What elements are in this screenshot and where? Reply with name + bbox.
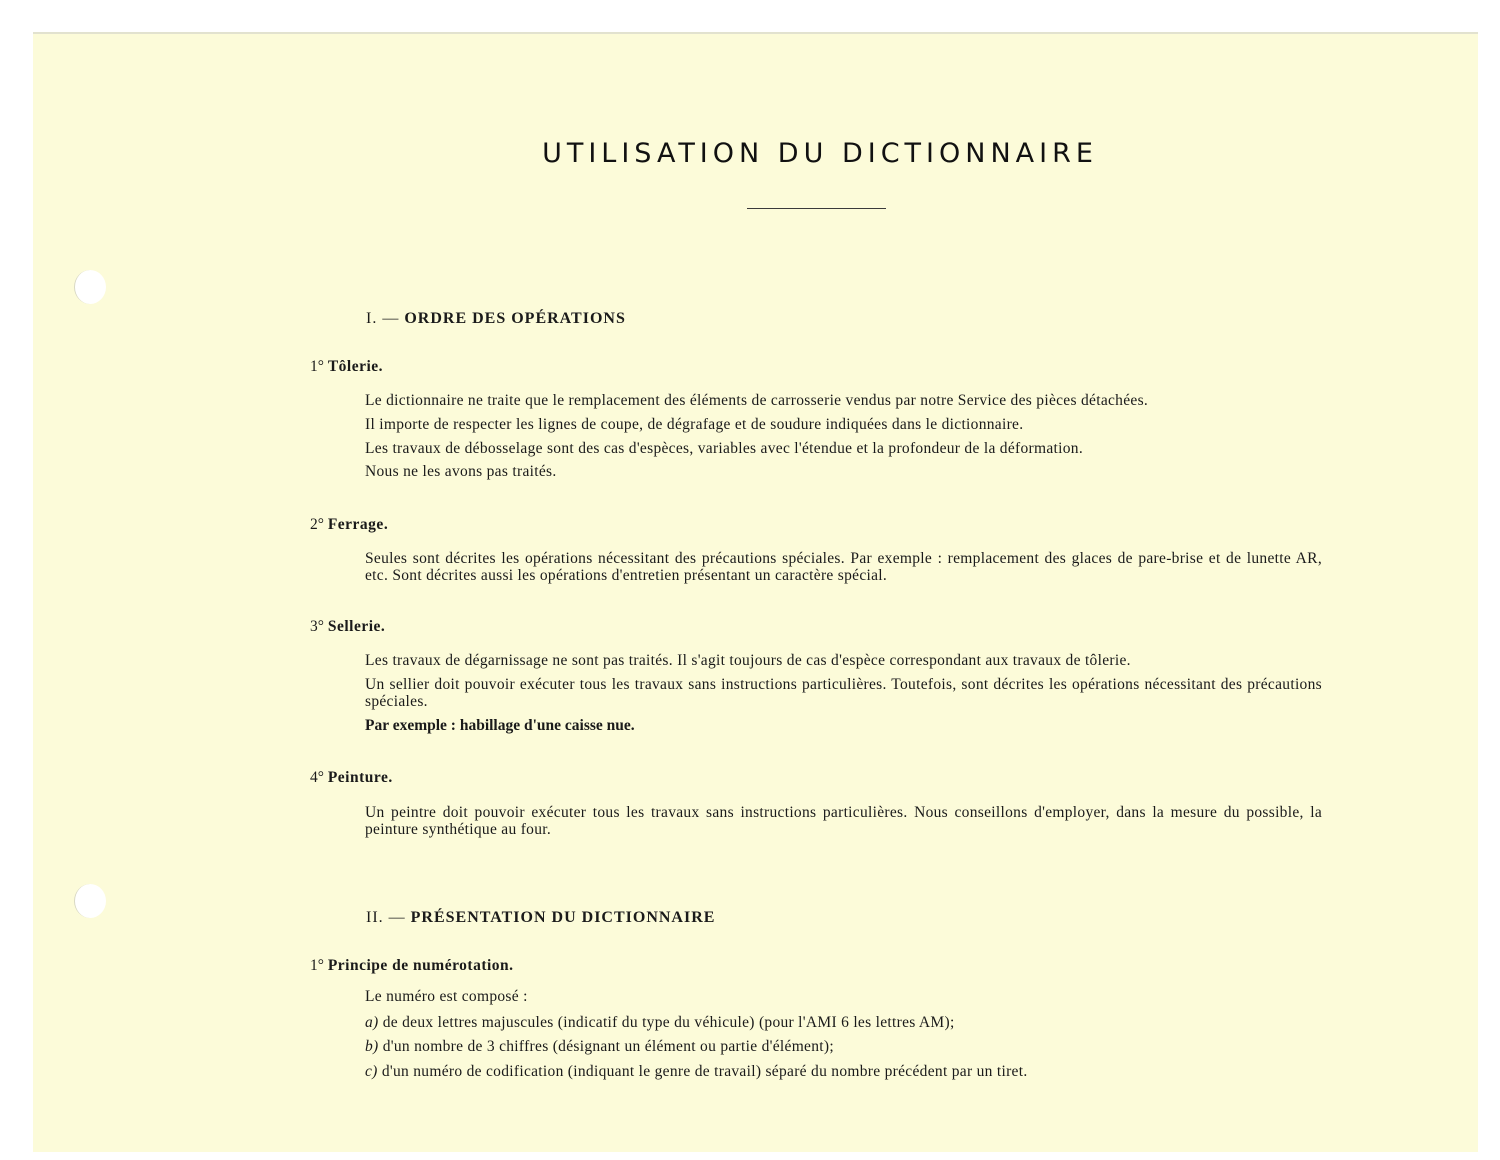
section-1-number: I. — [366, 310, 400, 327]
paragraph: Les travaux de dégarnissage ne sont pas traités. Il s'agit toujours de cas d'espèce correspondant aux travaux de tôlerie. [365, 652, 1131, 669]
list-marker: c) [365, 1063, 378, 1080]
paragraph: Il importe de respecter les lignes de coupe, de dégrafage et de soudure indiquées dans le dictionnaire. [365, 416, 1024, 433]
subsection-title: Peinture. [327, 769, 393, 786]
subsection-number: 2° [310, 516, 324, 533]
subsection-tolerie [310, 358, 383, 376]
list-text: d'un nombre de 3 chiffres (désignant un élément ou partie d'élément); [382, 1038, 834, 1055]
punch-hole-top [74, 270, 106, 304]
list-item [365, 1014, 1322, 1031]
subsection-title: Sellerie. [327, 618, 386, 635]
document-page [33, 32, 1478, 1152]
subsection-number: 3° [310, 618, 324, 635]
paragraph: Seules sont décrites les opérations nécessitant des précautions spéciales. Par exemple : remplacement des glaces de pare-brise et de lunette AR, etc. Sont décrites aussi les opérations d'entretien présentant un caractère spécial. [365, 550, 1322, 584]
subsection-number: 4° [310, 769, 324, 786]
paragraph: Un peintre doit pouvoir exécuter tous les travaux sans instructions particulières. Nous conseillons d'employer, dans la mesure du possible, la peinture synthétique au four. [365, 804, 1322, 838]
paragraph: Nous ne les avons pas traités. [365, 463, 557, 480]
subsection-sellerie [310, 618, 385, 636]
punch-hole-bottom [74, 884, 106, 918]
subsection-peinture [310, 769, 393, 787]
paragraph: Le dictionnaire ne traite que le remplacement des éléments de carrosserie vendus par notre Service des pièces détachées. [365, 392, 1149, 409]
section-1-heading [366, 310, 626, 328]
section-2-title: PRÉSENTATION DU DICTIONNAIRE [410, 909, 716, 926]
list-item [365, 1063, 1322, 1080]
subsection-number: 1° [310, 358, 324, 375]
paragraph: Un sellier doit pouvoir exécuter tous les travaux sans instructions particulières. Toutefois, sont décrites les opérations nécessitant des précautions spéciales. [365, 676, 1322, 710]
title-underline [747, 208, 886, 209]
list-text: de deux lettres majuscules (indicatif du type du véhicule) (pour l'AMI 6 les lettres AM); [382, 1014, 955, 1031]
section-2-number: II. — [366, 909, 406, 926]
subsection-title: Ferrage. [327, 516, 389, 533]
subsection-title: Tôlerie. [327, 358, 384, 375]
subsection-number: 1° [310, 957, 324, 974]
list-item [365, 1038, 1322, 1055]
paragraph-intro: Le numéro est composé : [365, 988, 528, 1005]
subsection-title: Principe de numérotation. [327, 957, 514, 974]
section-2-heading [366, 909, 715, 927]
subsection-ferrage [310, 516, 388, 534]
section-1-title: ORDRE DES OPÉRATIONS [404, 310, 626, 327]
subsection-numerotation [310, 957, 514, 975]
paragraph: Les travaux de débosselage sont des cas d'espèces, variables avec l'étendue et la profondeur de la déformation. [365, 440, 1084, 457]
page-title: UTILISATION DU DICTIONNAIRE [542, 138, 1098, 169]
list-marker: b) [365, 1038, 379, 1055]
list-text: d'un numéro de codification (indiquant le genre de travail) séparé du nombre précédent par un tiret. [381, 1063, 1028, 1080]
list-marker: a) [365, 1014, 379, 1031]
paragraph-example: Par exemple : habillage d'une caisse nue. [365, 717, 635, 734]
